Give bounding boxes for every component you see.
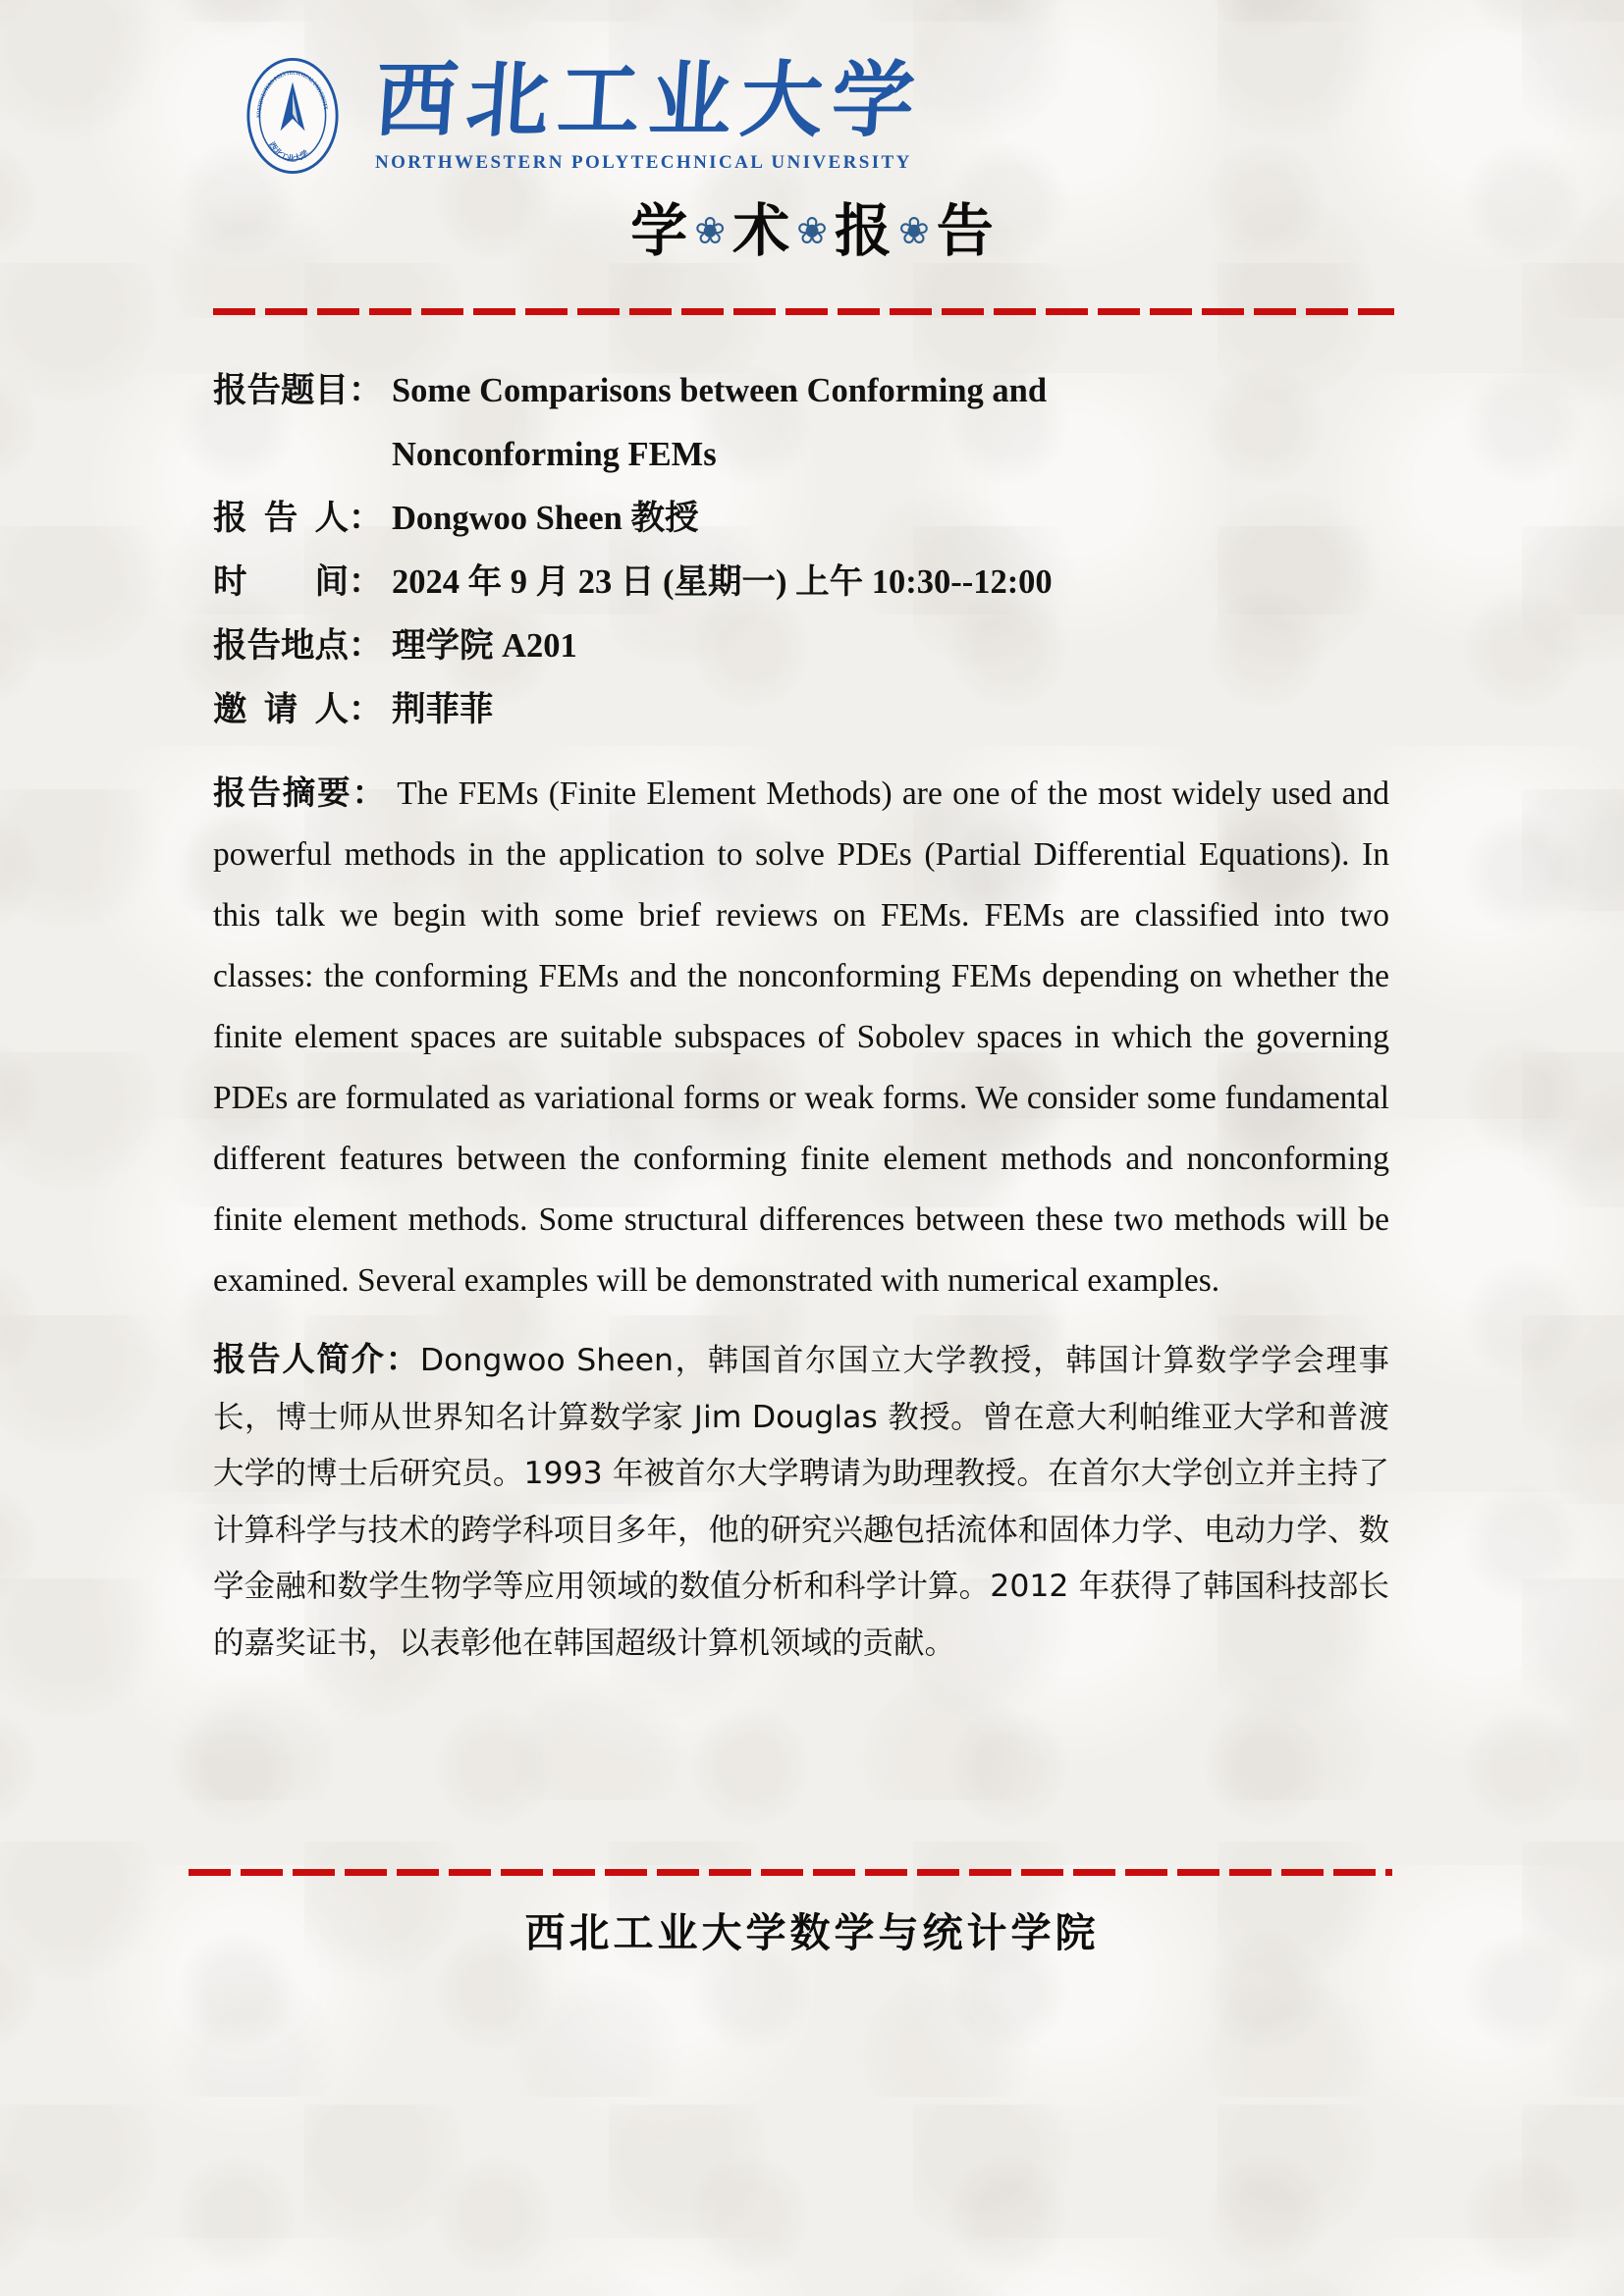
info-row-time: [213, 551, 1389, 614]
field-value-time: 2024 年 9 月 23 日 (星期一) 上午 10:30--12:00: [392, 563, 1053, 601]
emblem-bottom-text: 西北工业大学: [266, 140, 310, 164]
info-row-location: [213, 614, 1389, 678]
field-value-speaker: Dongwoo Sheen 教授: [392, 500, 699, 537]
florette-icon: ❀: [796, 211, 828, 252]
npu-emblem-icon: [245, 55, 340, 177]
info-row-speaker: [213, 487, 1389, 551]
title-char: 告: [936, 199, 994, 263]
university-name-cn: 西北工业大学: [371, 56, 927, 147]
field-value-title: Some Comparisons between Conforming and Nonconforming FEMs: [392, 372, 1048, 473]
divider-dashed-top: [213, 308, 1394, 315]
bio-label: 报告人简介：: [213, 1342, 420, 1378]
announcement-body: [213, 359, 1389, 1672]
title-char: 术: [732, 199, 790, 263]
abstract-text: The FEMs (Finite Element Methods) are one of the most widely used and powerful methods in the application to solve PDEs (Partial Differential Equations). In this talk we begin with some brief reviews on FEMs. FEMs are classified into two classes: the conforming FEMs and the nonconforming FEMs depending on whether the finite element spaces are suitable subspaces of Sobolev spaces in which the governing PDEs are formulated as variational forms or weak forms. We consider some fundamental different features between the conforming finite element methods and nonconforming finite element methods. Some structural differences between these two methods will be examined. Several examples will be demonstrated with numerical examples.: [213, 775, 1389, 1299]
organizer-name: 西北工业大学数学与统计学院: [524, 1910, 1100, 1955]
page-title: [0, 185, 1624, 267]
field-value-inviter: 荆菲菲: [392, 691, 494, 728]
field-label-title: 报告题目：: [213, 372, 383, 409]
university-name-en: NORTHWESTERN POLYTECHNICAL UNIVERSITY: [375, 152, 912, 173]
university-logo: [245, 55, 927, 177]
abstract-paragraph: [213, 764, 1389, 1311]
speaker-bio-paragraph: [213, 1332, 1389, 1672]
info-row-title: [213, 359, 1389, 487]
field-value-location: 理学院 A201: [392, 627, 577, 665]
bio-text: Dongwoo Sheen，韩国首尔国立大学教授，韩国计算数学学会理事长，博士师从世界知名计算数学家 Jim Douglas 教授。曾在意大利帕维亚大学和普渡大学的博士后研究员。1993 年被首尔大学聘请为助理教授。在首尔大学创立并主持了计算科学与技术的跨学科项目多年，他的研究兴趣包括流体和固体力学、电动力学、数学金融和数学生物学等应用领域的数值分析和科学计算。2012 年获得了韩国科技部长的嘉奖证书，以表彰他在韩国超级计算机领域的贡献。: [213, 1343, 1389, 1661]
field-label-inviter: 邀 请 人：: [213, 691, 383, 728]
title-char: 学: [630, 199, 688, 263]
field-label-time: 时 间：: [213, 563, 383, 601]
florette-icon: ❀: [694, 211, 727, 252]
abstract-label: 报告摘要：: [213, 775, 387, 812]
emblem-ring-text: NORTHWESTERN POLYTECHNICAL UNIVERSITY: [256, 70, 329, 119]
logo-wordmark: [371, 55, 927, 175]
title-char: 报: [834, 199, 892, 263]
field-label-speaker: 报 告 人：: [213, 500, 383, 537]
field-label-location: 报告地点：: [213, 627, 383, 665]
florette-icon: ❀: [897, 211, 930, 252]
info-row-inviter: [213, 678, 1389, 742]
divider-dashed-bottom: [189, 1869, 1392, 1876]
